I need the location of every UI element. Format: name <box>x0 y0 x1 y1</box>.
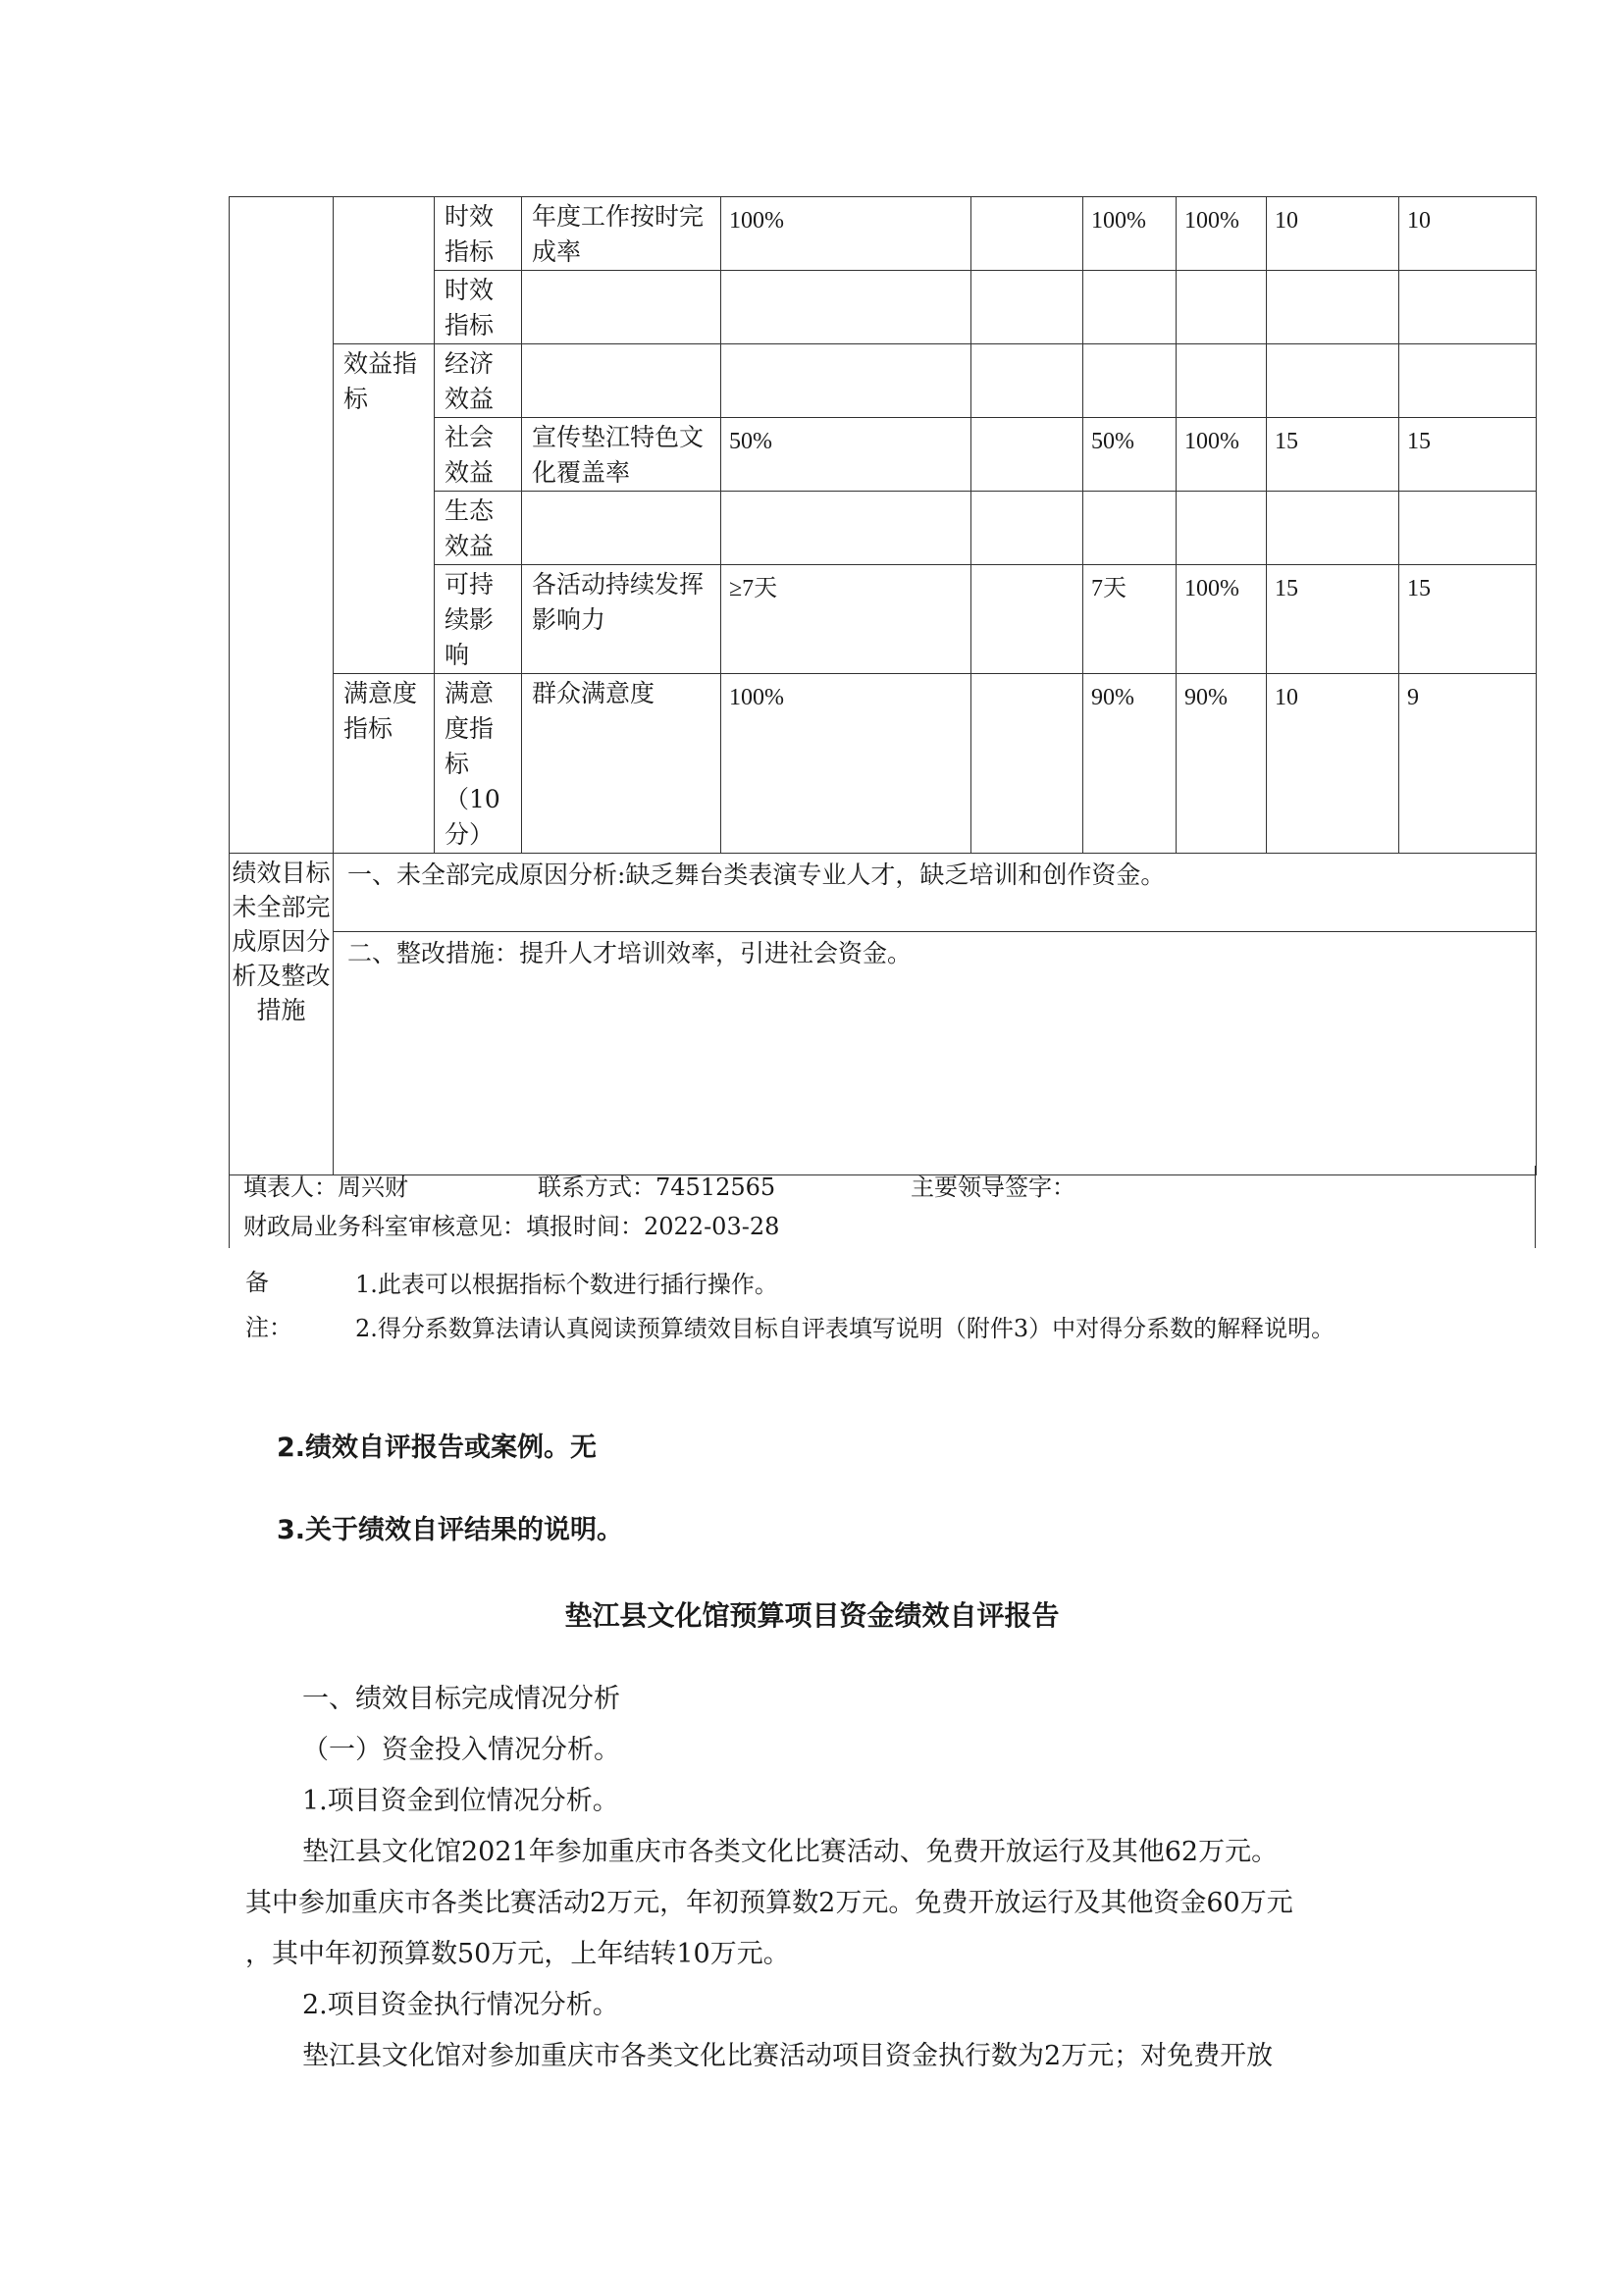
contact-info: 联系方式：74512565 <box>538 1174 776 1201</box>
completion-rate: 100% <box>1177 418 1267 492</box>
table-row <box>230 932 1537 1175</box>
note-item-1: 1.此表可以根据指标个数进行插行操作。 <box>355 1271 778 1298</box>
annual-target: ≥7天 <box>721 565 971 674</box>
actual-value: 100% <box>1083 197 1177 271</box>
analysis-measures: 二、整改措施：提升人才培训效率，引进社会资金。 <box>334 932 1537 1175</box>
indicator-type: 社会效益 <box>435 418 522 492</box>
score: 15 <box>1399 418 1537 492</box>
score <box>1399 492 1537 565</box>
empty-cell <box>971 565 1083 674</box>
signature-block <box>229 1166 1536 1248</box>
paragraph-line: 垫江县文化馆2021年参加重庆市各类文化比赛活动、免费开放运行及其他62万元。 <box>302 1837 1279 1867</box>
indicator-type: 满意度指标（10分） <box>435 674 522 854</box>
analysis-reason: 一、未全部完成原因分析:缺乏舞台类表演专业人才，缺乏培训和创作资金。 <box>334 854 1537 932</box>
score: 9 <box>1399 674 1537 854</box>
score <box>1399 344 1537 418</box>
annual-target <box>721 271 971 344</box>
satisfaction-indicator-label: 满意度指标 <box>334 674 435 854</box>
empty-cell <box>971 418 1083 492</box>
paragraph-line: 其中参加重庆市各类比赛活动2万元，年初预算数2万元。免费开放运行及其他资金60万元 <box>245 1888 1293 1918</box>
notes-label: 备注： <box>245 1269 292 1341</box>
annual-target <box>721 344 971 418</box>
section-2-heading: 2.绩效自评报告或案例。无 <box>277 1433 598 1463</box>
filler-name: 填表人：周兴财 <box>243 1174 408 1201</box>
indicator-name: 年度工作按时完成率 <box>522 197 721 271</box>
indicator-type: 经济效益 <box>435 344 522 418</box>
leader-signature: 主要领导签字： <box>911 1174 1075 1201</box>
paragraph-line: 2.项目资金执行情况分析。 <box>302 1990 619 2020</box>
completion-rate: 100% <box>1177 565 1267 674</box>
indicator-name: 群众满意度 <box>522 674 721 854</box>
weight: 10 <box>1267 197 1399 271</box>
weight <box>1267 271 1399 344</box>
paragraph-line: ，其中年初预算数50万元，上年结转10万元。 <box>245 1939 790 1969</box>
indicator-name <box>522 344 721 418</box>
actual-value <box>1083 492 1177 565</box>
weight <box>1267 344 1399 418</box>
annual-target: 100% <box>721 197 971 271</box>
actual-value: 90% <box>1083 674 1177 854</box>
section-3-heading: 3.关于绩效自评结果的说明。 <box>277 1515 624 1545</box>
actual-value <box>1083 271 1177 344</box>
indicator-type: 可持续影响 <box>435 565 522 674</box>
actual-value: 50% <box>1083 418 1177 492</box>
annual-target <box>721 492 971 565</box>
review-line: 财政局业务科室审核意见：填报时间：2022-03-28 <box>243 1213 780 1240</box>
table-row <box>230 854 1537 932</box>
report-title: 垫江县文化馆预算项目资金绩效自评报告 <box>564 1599 1060 1632</box>
completion-rate: 90% <box>1177 674 1267 854</box>
table-row <box>230 197 1537 271</box>
benefit-indicator-label: 效益指标 <box>334 344 435 674</box>
annual-target: 50% <box>721 418 971 492</box>
indicator-name: 各活动持续发挥影响力 <box>522 565 721 674</box>
weight: 10 <box>1267 674 1399 854</box>
empty-cell <box>971 674 1083 854</box>
completion-rate: 100% <box>1177 197 1267 271</box>
completion-rate <box>1177 492 1267 565</box>
empty-cell <box>971 271 1083 344</box>
indicator-type: 时效指标 <box>435 271 522 344</box>
completion-rate <box>1177 271 1267 344</box>
table-row <box>230 344 1537 418</box>
weight <box>1267 492 1399 565</box>
paragraph-line: 一、绩效目标完成情况分析 <box>302 1684 620 1714</box>
analysis-label: 绩效目标未全部完成原因分析及整改措施 <box>230 854 334 1175</box>
paragraph-line: 垫江县文化馆对参加重庆市各类文化比赛活动项目资金执行数为2万元；对免费开放 <box>302 2041 1274 2071</box>
paragraph-line: 1.项目资金到位情况分析。 <box>302 1786 619 1816</box>
category-cell <box>230 197 334 854</box>
actual-value: 7天 <box>1083 565 1177 674</box>
empty-cell <box>971 197 1083 271</box>
note-item-2: 2.得分系数算法请认真阅读预算绩效目标自评表填写说明（附件3）中对得分系数的解释说明。 <box>355 1315 1336 1342</box>
performance-table <box>229 196 1537 1175</box>
score: 15 <box>1399 565 1537 674</box>
empty-cell <box>971 492 1083 565</box>
indicator-type: 生态效益 <box>435 492 522 565</box>
subcategory-cell <box>334 197 435 344</box>
paragraph-line: （一）资金投入情况分析。 <box>302 1735 620 1765</box>
indicator-name <box>522 492 721 565</box>
weight: 15 <box>1267 418 1399 492</box>
empty-cell <box>971 344 1083 418</box>
annual-target: 100% <box>721 674 971 854</box>
indicator-type: 时效指标 <box>435 197 522 271</box>
actual-value <box>1083 344 1177 418</box>
indicator-name <box>522 271 721 344</box>
score <box>1399 271 1537 344</box>
score: 10 <box>1399 197 1537 271</box>
indicator-name: 宣传垫江特色文化覆盖率 <box>522 418 721 492</box>
weight: 15 <box>1267 565 1399 674</box>
completion-rate <box>1177 344 1267 418</box>
table-row <box>230 674 1537 854</box>
